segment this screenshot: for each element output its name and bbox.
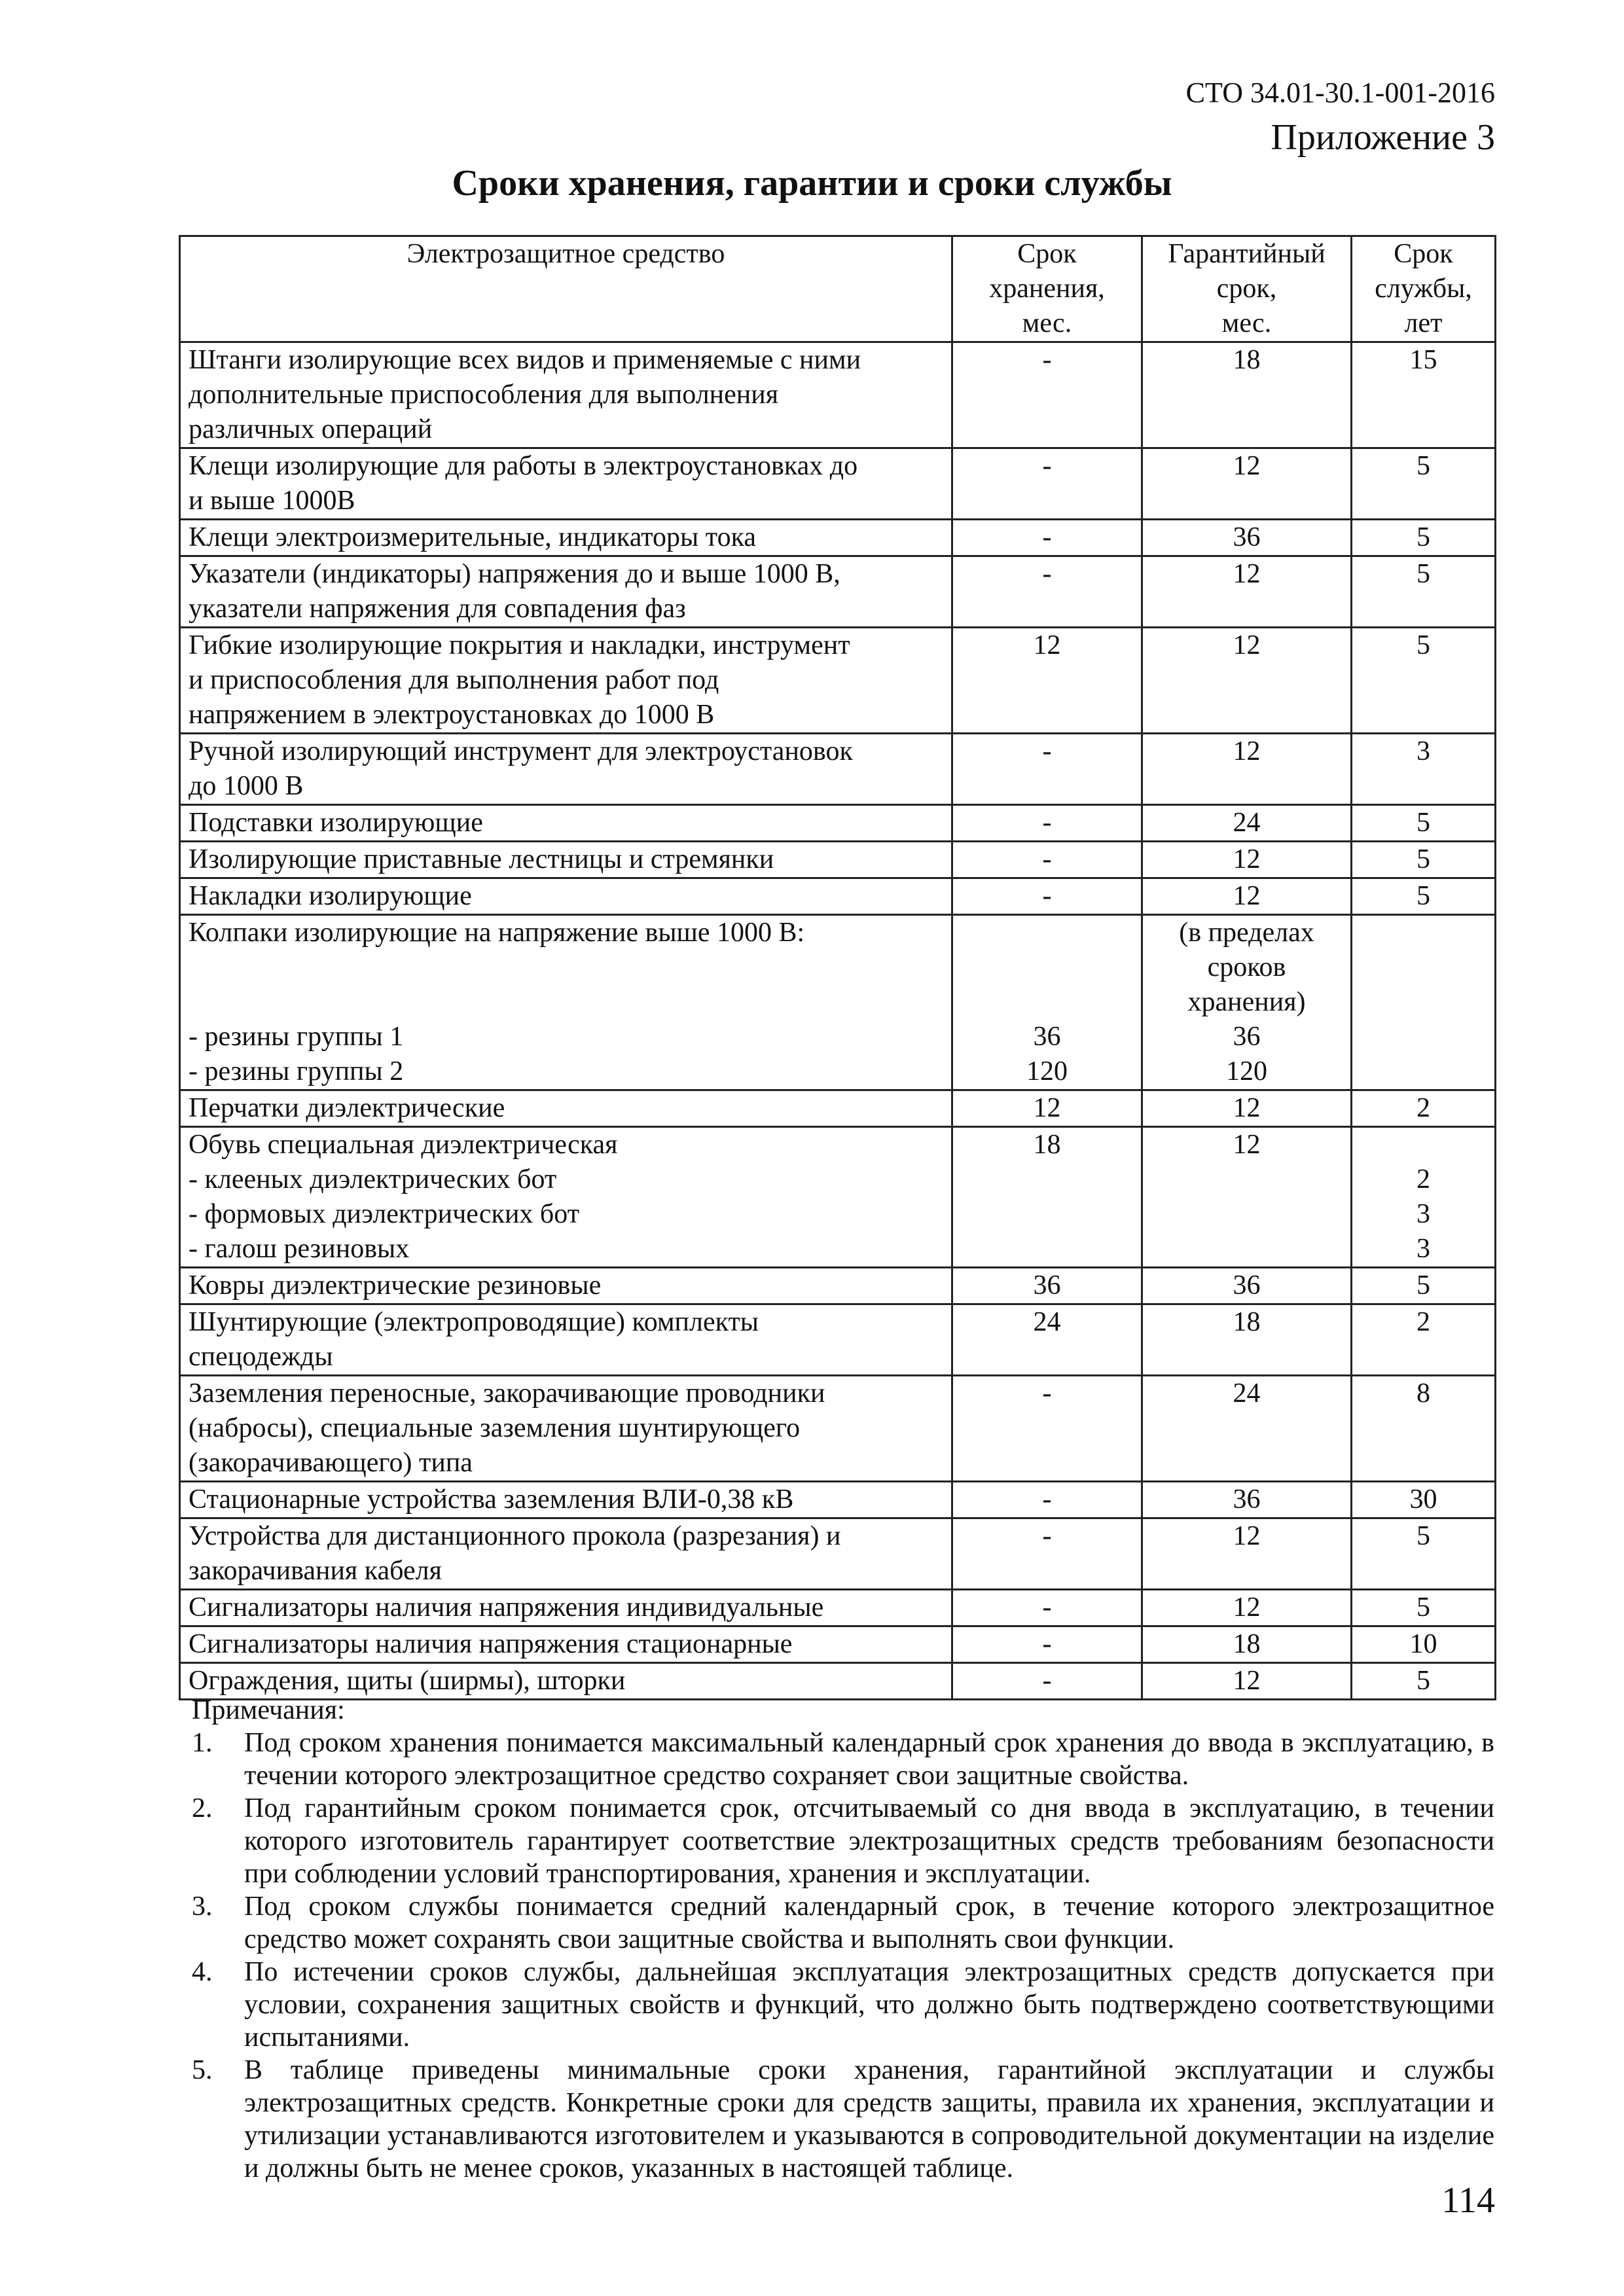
item-name-cell <box>180 1127 952 1268</box>
warranty-period-cell <box>1142 520 1352 556</box>
item-name-cell <box>180 1626 952 1663</box>
notes-title: Примечания: <box>192 1695 345 1725</box>
storage-period-cell <box>952 1482 1142 1518</box>
note-item <box>192 1792 1494 1890</box>
cell-line: 120 <box>1026 1056 1068 1086</box>
cell-line: 36 <box>1233 1270 1261 1300</box>
cell-line: хранения, <box>989 274 1105 304</box>
cell-line: Электрозащитное средство <box>406 239 725 269</box>
warranty-period-cell <box>1142 1304 1352 1376</box>
header-cell <box>1352 236 1496 342</box>
storage-period-cell <box>952 1090 1142 1127</box>
cell-line: закорачивания кабеля <box>189 1556 442 1586</box>
cell-line: - <box>1042 1629 1052 1659</box>
cell-line: и выше 1000В <box>189 486 355 516</box>
note-number: 4. <box>192 1957 213 1987</box>
storage-period-cell <box>952 1127 1142 1268</box>
cell-line: 3 <box>1416 1234 1430 1264</box>
table-row <box>180 1376 1496 1482</box>
cell-line: - <box>1042 451 1052 481</box>
cell-line: Перчатки диэлектрические <box>189 1093 505 1123</box>
cell-line: 12 <box>1233 1093 1261 1123</box>
cell-line: 36 <box>1233 1484 1261 1515</box>
service-life-cell <box>1352 1268 1496 1304</box>
note-text: Под гарантийным сроком понимается срок, отсчитываемый со дня ввода в эксплуатацию, в течении которого изготовитель гарантирует соответствие электрозащитных средств требованиям безопасности при соблюдении условий транспортирования, хранения и эксплуатации. <box>244 1793 1494 1889</box>
item-name-cell <box>180 915 952 1090</box>
warranty-period-cell <box>1142 1268 1352 1304</box>
cell-line: Штанги изолирующие всех видов и применяемые с ними <box>189 345 861 375</box>
cell-line: 15 <box>1409 345 1437 375</box>
cell-line: лет <box>1404 308 1443 338</box>
warranty-period-cell <box>1142 1626 1352 1663</box>
table-row <box>180 734 1496 805</box>
table-row <box>180 1482 1496 1518</box>
item-name-cell <box>180 734 952 805</box>
warranty-period-cell <box>1142 1482 1352 1518</box>
cell-line: Изолирующие приставные лестницы и стремянки <box>189 844 774 874</box>
cell-line: - <box>1042 808 1052 838</box>
cell-line: спецодежды <box>189 1342 333 1372</box>
cell-line: Колпаки изолирующие на напряжение выше 1000 В: <box>189 918 805 948</box>
appendix-label: Приложение 3 <box>1271 117 1495 158</box>
cell-line: дополнительные приспособления для выполнения <box>189 380 779 410</box>
cell-line: Указатели (индикаторы) напряжения до и выше 1000 В, <box>189 559 840 589</box>
cell-line: Ковры диэлектрические резиновые <box>189 1270 602 1300</box>
cell-line: Ограждения, щиты (ширмы), шторки <box>189 1666 626 1696</box>
service-life-cell <box>1352 842 1496 878</box>
item-name-cell <box>180 1482 952 1518</box>
note-text: Под сроком хранения понимается максимальный календарный срок хранения до ввода в эксплуатацию, в течении которого электрозащитное средство сохраняет свои защитные свойства. <box>244 1728 1494 1791</box>
cell-line: 24 <box>1033 1307 1061 1337</box>
table-row <box>180 1090 1496 1127</box>
service-life-cell <box>1352 520 1496 556</box>
cell-line: 5 <box>1416 881 1430 911</box>
cell-line: - <box>1042 1592 1052 1623</box>
cell-line: 12 <box>1233 1592 1261 1623</box>
storage-period-cell <box>952 878 1142 915</box>
cell-line: - <box>1042 345 1052 375</box>
item-name-cell <box>180 878 952 915</box>
note-item <box>192 1956 1494 2054</box>
notes-list <box>192 1727 1494 2185</box>
note-number: 1. <box>192 1728 213 1758</box>
cell-line: - <box>1042 844 1052 874</box>
note-number: 3. <box>192 1892 213 1922</box>
service-life-cell <box>1352 1482 1496 1518</box>
storage-period-cell <box>952 1626 1142 1663</box>
table-row <box>180 1268 1496 1304</box>
service-life-cell <box>1352 915 1496 1090</box>
cell-line: 3 <box>1416 1199 1430 1229</box>
note-item <box>192 1727 1494 1792</box>
warranty-period-cell <box>1142 1518 1352 1590</box>
warranty-period-cell <box>1142 342 1352 448</box>
cell-line: до 1000 В <box>189 771 304 801</box>
cell-line <box>189 950 943 985</box>
item-name-cell <box>180 1590 952 1626</box>
service-life-cell <box>1352 448 1496 520</box>
table-row <box>180 342 1496 448</box>
cell-line: срок, <box>1216 274 1277 304</box>
cell-line: 12 <box>1033 1093 1061 1123</box>
page-number: 114 <box>1441 2180 1495 2221</box>
cell-line: (в пределах <box>1179 918 1314 948</box>
table-row <box>180 628 1496 734</box>
storage-period-cell <box>952 556 1142 628</box>
table-row <box>180 1518 1496 1590</box>
cell-line: 18 <box>1233 1629 1261 1659</box>
item-name-cell <box>180 842 952 878</box>
service-life-cell <box>1352 1127 1496 1268</box>
cell-line <box>961 916 1133 950</box>
cell-line: - <box>1042 1521 1052 1551</box>
storage-period-cell <box>952 734 1142 805</box>
item-name-cell <box>180 520 952 556</box>
cell-line: Устройства для дистанционного прокола (разрезания) и <box>189 1521 841 1551</box>
item-name-cell <box>180 556 952 628</box>
cell-line: 24 <box>1233 1378 1261 1408</box>
note-item <box>192 1890 1494 1956</box>
cell-line: Срок <box>1394 239 1453 269</box>
cell-line: 5 <box>1416 1666 1430 1696</box>
cell-line: Клещи изолирующие для работы в электроустановках до <box>189 451 858 481</box>
cell-line: - галош резиновых <box>189 1234 410 1264</box>
cell-line <box>961 985 1133 1020</box>
cell-line: 5 <box>1416 808 1430 838</box>
cell-line: Срок <box>1017 239 1077 269</box>
note-number: 2. <box>192 1793 213 1823</box>
cell-line: 12 <box>1233 881 1261 911</box>
cell-line: 18 <box>1233 1307 1261 1337</box>
cell-line: - резины группы 2 <box>189 1056 404 1086</box>
cell-line: 5 <box>1416 1592 1430 1623</box>
cell-line: 12 <box>1233 451 1261 481</box>
service-life-cell <box>1352 805 1496 842</box>
cell-line: 36 <box>1233 1022 1261 1052</box>
cell-line: (закорачивающего) типа <box>189 1448 473 1478</box>
table-row <box>180 1304 1496 1376</box>
cell-line: 3 <box>1416 736 1430 766</box>
service-life-cell <box>1352 1518 1496 1590</box>
cell-line: 5 <box>1416 522 1430 552</box>
cell-line: 5 <box>1416 559 1430 589</box>
table-row <box>180 448 1496 520</box>
warranty-period-cell <box>1142 1376 1352 1482</box>
storage-period-cell <box>952 1376 1142 1482</box>
service-life-cell <box>1352 342 1496 448</box>
cell-line: 12 <box>1233 844 1261 874</box>
cell-line: службы, <box>1375 274 1472 304</box>
service-life-cell <box>1352 1090 1496 1127</box>
cell-line: 12 <box>1233 1666 1261 1696</box>
cell-line: Клещи электроизмерительные, индикаторы тока <box>189 522 756 552</box>
note-text: В таблице приведены минимальные сроки хранения, гарантийной эксплуатации и службы электрозащитных средств. Конкретные сроки для средств защиты, правила их хранения, эксплуатации и утилизации устанавливаются изготовителем и указываются в сопроводительной документации на изделие и должны быть не менее сроков, указанных в настоящей таблице. <box>244 2055 1494 2183</box>
item-name-cell <box>180 1376 952 1482</box>
warranty-period-cell <box>1142 1090 1352 1127</box>
cell-line: - <box>1042 1666 1052 1696</box>
storage-period-cell <box>952 805 1142 842</box>
warranty-period-cell <box>1142 628 1352 734</box>
document-code: СТО 34.01-30.1-001-2016 <box>1185 77 1495 109</box>
table-row <box>180 878 1496 915</box>
item-name-cell <box>180 628 952 734</box>
cell-line: 12 <box>1233 630 1261 660</box>
cell-line: - резины группы 1 <box>189 1022 404 1052</box>
cell-line: - <box>1042 736 1052 766</box>
cell-line: 12 <box>1033 630 1061 660</box>
cell-line: - <box>1042 1484 1052 1515</box>
service-life-cell <box>1352 1376 1496 1482</box>
cell-line: 5 <box>1416 1521 1430 1551</box>
service-life-cell <box>1352 556 1496 628</box>
service-life-cell <box>1352 1626 1496 1663</box>
storage-period-cell <box>952 1268 1142 1304</box>
cell-line: (набросы), специальные заземления шунтирующего <box>189 1413 801 1443</box>
note-number: 5. <box>192 2055 213 2085</box>
table-header-row <box>180 236 1496 342</box>
cell-line <box>1360 1128 1487 1162</box>
cell-line: 18 <box>1033 1130 1061 1160</box>
storage-period-cell <box>952 842 1142 878</box>
warranty-period-cell <box>1142 448 1352 520</box>
warranty-period-cell <box>1142 734 1352 805</box>
storage-period-cell <box>952 915 1142 1090</box>
storage-period-cell <box>952 1590 1142 1626</box>
cell-line: Сигнализаторы наличия напряжения стационарные <box>189 1629 793 1659</box>
cell-line: Ручной изолирующий инструмент для электроустановок <box>189 736 853 766</box>
page-title: Сроки хранения, гарантии и сроки службы <box>452 163 1172 204</box>
cell-line: - <box>1042 559 1052 589</box>
header-cell <box>180 236 952 342</box>
cell-line: Гарантийный <box>1168 239 1326 269</box>
item-name-cell <box>180 1304 952 1376</box>
service-life-table <box>179 235 1496 1700</box>
cell-line: 2 <box>1416 1164 1430 1194</box>
table-row <box>180 556 1496 628</box>
cell-line: 12 <box>1233 559 1261 589</box>
cell-line: Гибкие изолирующие покрытия и накладки, инструмент <box>189 630 850 660</box>
warranty-period-cell <box>1142 878 1352 915</box>
table-row <box>180 805 1496 842</box>
cell-line: 5 <box>1416 1270 1430 1300</box>
table-row <box>180 1127 1496 1268</box>
cell-line: 36 <box>1033 1270 1061 1300</box>
cell-line: 8 <box>1416 1378 1430 1408</box>
cell-line: 120 <box>1226 1056 1267 1086</box>
cell-line: напряжением в электроустановках до 1000 В <box>189 700 715 730</box>
cell-line: сроков <box>1207 952 1286 982</box>
cell-line: различных операций <box>189 414 433 444</box>
cell-line <box>189 985 943 1020</box>
service-life-cell <box>1352 878 1496 915</box>
cell-line: - клееных диэлектрических бот <box>189 1164 557 1194</box>
table-row <box>180 915 1496 1090</box>
service-life-cell <box>1352 734 1496 805</box>
warranty-period-cell <box>1142 1127 1352 1268</box>
table-row <box>180 1590 1496 1626</box>
table-row <box>180 520 1496 556</box>
storage-period-cell <box>952 448 1142 520</box>
header-cell <box>952 236 1142 342</box>
item-name-cell <box>180 1090 952 1127</box>
warranty-period-cell <box>1142 805 1352 842</box>
warranty-period-cell <box>1142 842 1352 878</box>
notes-section <box>192 1694 1494 2185</box>
cell-line: 12 <box>1233 1521 1261 1551</box>
storage-period-cell <box>952 342 1142 448</box>
cell-line: Накладки изолирующие <box>189 881 472 911</box>
note-text: По истечении сроков службы, дальнейшая эксплуатация электрозащитных средств допускается при условии, сохранения защитных свойств и функций, что должно быть подтверждено соответствующими испытаниями. <box>244 1957 1494 2053</box>
cell-line: 30 <box>1409 1484 1437 1515</box>
header-cell <box>1142 236 1352 342</box>
cell-line: 5 <box>1416 451 1430 481</box>
warranty-period-cell <box>1142 1590 1352 1626</box>
cell-line: 2 <box>1416 1307 1430 1337</box>
storage-period-cell <box>952 520 1142 556</box>
cell-line: указатели напряжения для совпадения фаз <box>189 594 686 624</box>
storage-period-cell <box>952 1518 1142 1590</box>
cell-line: 36 <box>1033 1022 1061 1052</box>
cell-line: 5 <box>1416 630 1430 660</box>
item-name-cell <box>180 805 952 842</box>
cell-line: 12 <box>1233 1130 1261 1160</box>
cell-line: - <box>1042 1378 1052 1408</box>
cell-line: хранения) <box>1187 987 1306 1017</box>
item-name-cell <box>180 1518 952 1590</box>
cell-line: - <box>1042 522 1052 552</box>
cell-line: мес. <box>1221 308 1272 338</box>
cell-line: и приспособления для выполнения работ под <box>189 665 719 695</box>
cell-line: Шунтирующие (электропроводящие) комплекты <box>189 1307 759 1337</box>
cell-line: 24 <box>1233 808 1261 838</box>
cell-line: 2 <box>1416 1093 1430 1123</box>
cell-line: 10 <box>1409 1629 1437 1659</box>
item-name-cell <box>180 448 952 520</box>
cell-line: 5 <box>1416 844 1430 874</box>
cell-line <box>1360 916 1487 950</box>
cell-line: - <box>1042 881 1052 911</box>
storage-period-cell <box>952 1304 1142 1376</box>
cell-line: мес. <box>1022 308 1072 338</box>
warranty-period-cell <box>1142 915 1352 1090</box>
item-name-cell <box>180 342 952 448</box>
cell-line: 36 <box>1233 522 1261 552</box>
storage-period-cell <box>952 628 1142 734</box>
cell-line: Стационарные устройства заземления ВЛИ-0,38 кВ <box>189 1484 794 1515</box>
cell-line: - формовых диэлектрических бот <box>189 1199 580 1229</box>
cell-line: Сигнализаторы наличия напряжения индивидуальные <box>189 1592 824 1623</box>
warranty-period-cell <box>1142 556 1352 628</box>
item-name-cell <box>180 1268 952 1304</box>
service-life-cell <box>1352 1590 1496 1626</box>
service-life-cell <box>1352 1304 1496 1376</box>
note-text: Под сроком службы понимается средний календарный срок, в течение которого электрозащитное средство может сохранять свои защитные свойства и выполнять свои функции. <box>244 1892 1494 1954</box>
cell-line <box>961 950 1133 985</box>
cell-line: Подставки изолирующие <box>189 808 483 838</box>
service-life-cell <box>1352 628 1496 734</box>
table-row <box>180 1626 1496 1663</box>
cell-line: Обувь специальная диэлектрическая <box>189 1130 618 1160</box>
cell-line: Заземления переносные, закорачивающие проводники <box>189 1378 825 1408</box>
cell-line: 18 <box>1233 345 1261 375</box>
note-item <box>192 2054 1494 2185</box>
cell-line: 12 <box>1233 736 1261 766</box>
table-row <box>180 842 1496 878</box>
